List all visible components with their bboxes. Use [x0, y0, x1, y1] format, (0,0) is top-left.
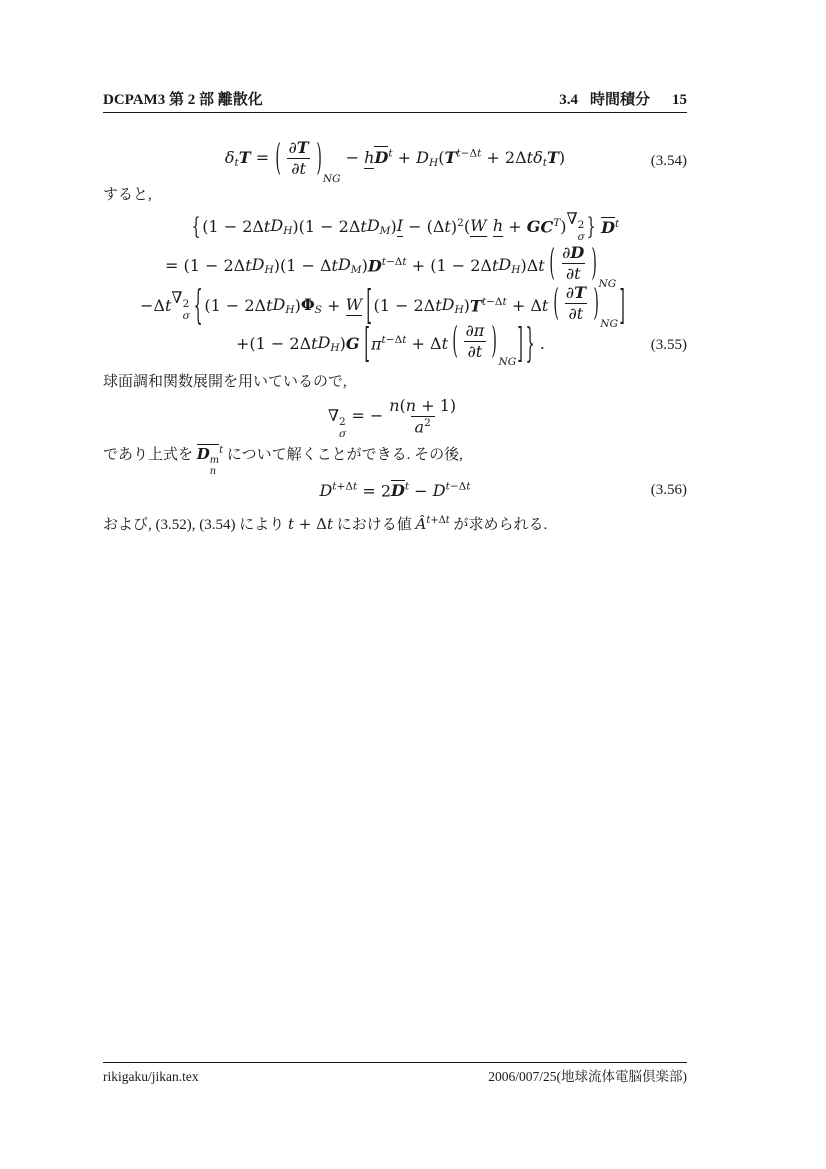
paragraph-suruto: すると, — [103, 187, 152, 203]
equation-3-55-line4: +(1 − 2Δ t DH ) G [ $\pi^{t-\Delta t}$ + Δ t ( $\frac{\partial\pi}{\partial t}$ )$_{NG}$ ] } . — [236, 318, 545, 368]
footer-rule — [103, 1062, 687, 1063]
paragraph-spherical: 球面調和関数展開を用いているので, — [103, 374, 347, 390]
paragraph-deari: であり上式を D m n $^t$ について解くことができる. その後, — [103, 445, 463, 478]
page-header — [103, 91, 687, 109]
page-footer — [103, 1068, 687, 1086]
equation-3-54-body: δtT = ( ∂ T ∂t )$_{NG} - hD^t + DH(T^{t-\Delta t} + 2\Delta t\delta tT)$ — [224, 135, 566, 185]
equation-3-55-number: (3.55) — [650, 337, 687, 353]
header-section — [559, 91, 687, 109]
header-rule — [103, 112, 687, 113]
equation-3-56-body: $D^{t+\Delta t} = 2D^t - D^{t-\Delta t}$ — [319, 480, 471, 501]
header-section-title: 時間積分 — [589, 92, 650, 108]
header-title: DCPAM3 第 2 部 離散化 — [103, 92, 263, 108]
header-page-number: 15 — [672, 92, 687, 108]
footer-filename: rikigaku/jikan.tex — [103, 1069, 199, 1084]
footer-date: 2006/007/25(地球流体電脳倶楽部) — [488, 1069, 687, 1084]
equation-3-56-number: (3.56) — [650, 481, 687, 498]
equation-3-55-line2: = (1 − 2Δ t DH )(1 − Δ t DM ) $D^{t-\Delta t}$ + (1 − 2Δ t DH )Δ t ( ∂ D ∂t )$_{NG}$ — [165, 240, 617, 290]
equation-3-55-line3: −Δ t ∇ 2 σ { (1 − 2Δ t DH ) ΦS + W [ (1 − 2Δ t DH ) $T^{t-\Delta t}$ + Δ t ( ∂ T ∂t )$_{NG}$ ] — [140, 280, 625, 330]
paragraph-oyobi: および, (3.52), (3.54) により t + Δt における値 $Â^{t+\Delta t}$ が求められる. — [103, 515, 548, 533]
equation-3-54-number: (3.54) — [650, 152, 687, 169]
equation-nabla-body: ∇ 2 σ = − n ( n + 1) $a^2$ — [327, 395, 457, 441]
header-section-number: 3.4 — [559, 92, 578, 108]
equation-3-55-line1: { (1 − 2Δ t DH )(1 − 2Δ t DM ) I − (Δ t )$^2$ ( W h + G $C^T$ ) ∇ 2 σ } $D^t$ — [191, 208, 620, 244]
equation-3-56 — [103, 471, 687, 509]
equation-3-54 — [103, 134, 687, 188]
equation-nabla — [103, 395, 687, 441]
